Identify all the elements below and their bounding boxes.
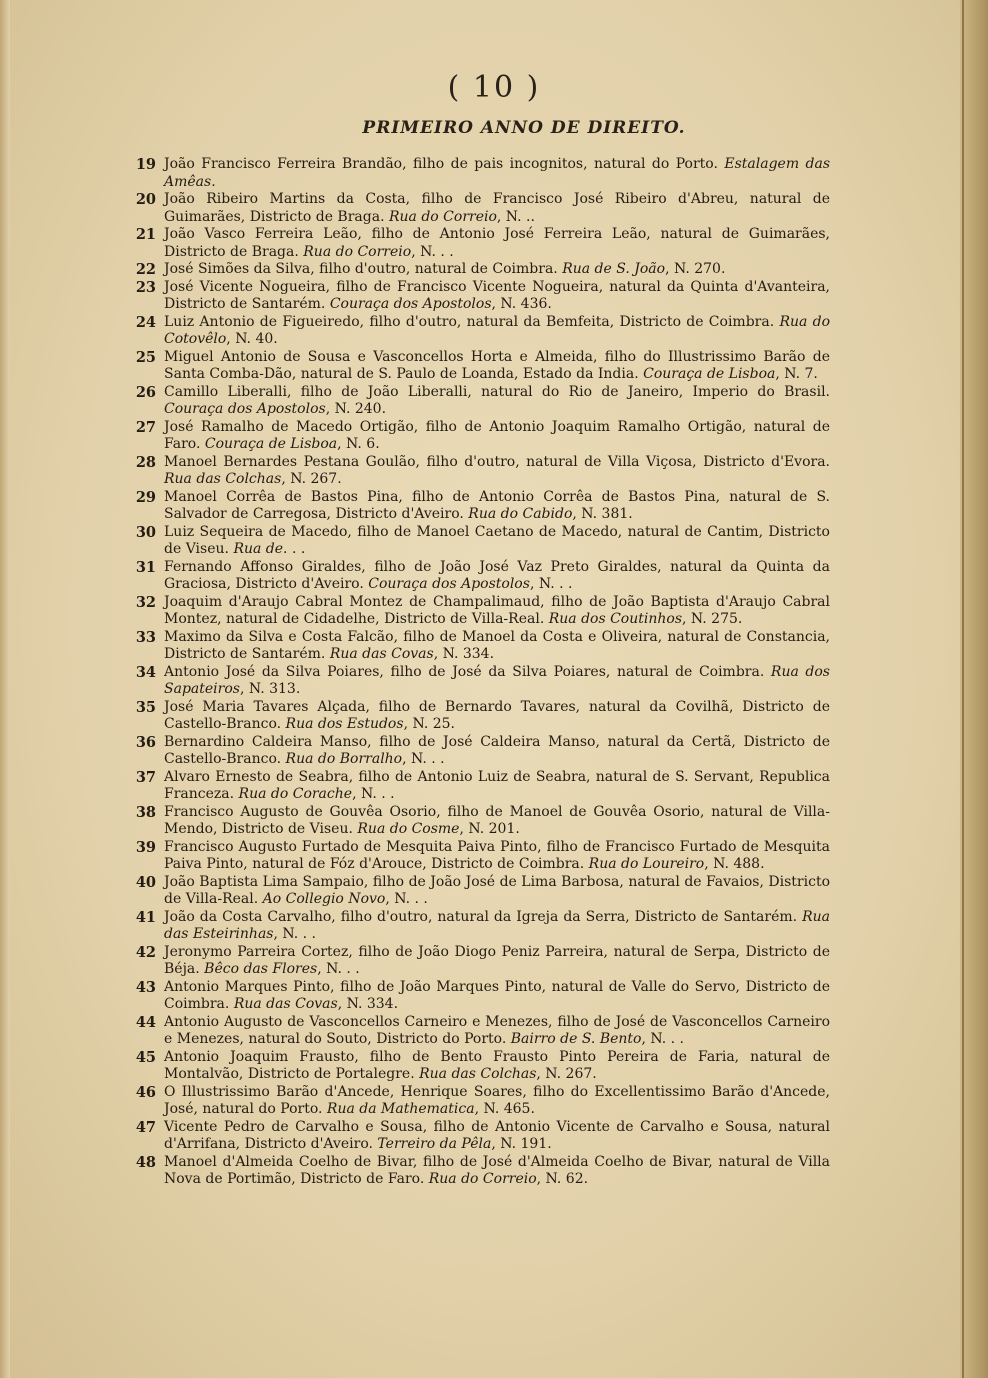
list-item xyxy=(118,944,830,979)
entry-house-number: , N. 7. xyxy=(775,366,818,382)
entry-text xyxy=(164,384,830,419)
entry-house-number: , N. . . xyxy=(411,243,454,260)
entry-address: Estalagem das Amêas. xyxy=(164,156,831,190)
entry-address: Rua das Colchas xyxy=(419,1066,537,1082)
entry-description: João Ribeiro Martins da Costa, filho de Francisco José Ribeiro d'Abreu, natural de Guimarães, Districto de Braga. xyxy=(164,191,830,225)
entry-address: Rua da Mathematica xyxy=(326,1101,475,1117)
entry-number: 20 xyxy=(135,191,156,208)
entry-text xyxy=(164,664,830,699)
entry-description: Camillo Liberalli, filho de João Liberalli, natural do Rio de Janeiro, Imperio do Brasil. xyxy=(164,383,830,400)
entry-description: Luiz Antonio de Figueiredo, filho d'outro, natural da Bemfeita, Districto de Coimbra. xyxy=(164,313,775,330)
entry-address: Rua das Esteirinhas xyxy=(164,908,830,942)
list-item xyxy=(118,1084,830,1119)
entry-house-number: , N. 267. xyxy=(536,1066,597,1082)
entry-description: Antonio Augusto de Vasconcellos Carneiro e Menezes, filho de José de Vasconcellos Carneiro e Menezes, natural do Souto, Districto do Porto. xyxy=(164,1013,830,1047)
entry-description: José Simões da Silva, filho d'outro, natural de Coimbra. xyxy=(164,261,558,277)
entry-house-number: , N. 275. xyxy=(682,611,743,627)
entry-description: Manoel Corrêa de Bastos Pina, filho de Antonio Corrêa de Bastos Pina, natural de S. Salvador de Carregosa, Districto d'Aveiro. xyxy=(164,488,830,522)
entry-number: 47 xyxy=(135,1118,156,1136)
list-item xyxy=(118,1049,830,1084)
list-item xyxy=(118,279,830,314)
entry-text xyxy=(164,874,830,909)
entry-number: 19 xyxy=(135,156,156,173)
entry-house-number: , N. . . xyxy=(273,926,316,942)
entry-text xyxy=(164,909,830,944)
list-item xyxy=(118,1014,830,1049)
list-item xyxy=(118,419,830,454)
entry-house-number: , N. 334. xyxy=(433,646,495,662)
entry-text xyxy=(164,629,830,664)
entry-house-number: , N. 6. xyxy=(337,436,380,452)
section-title: PRIMEIRO ANNO DE DIREITO. xyxy=(362,118,686,138)
list-item xyxy=(118,489,830,524)
entry-text xyxy=(164,699,830,734)
entry-description: João Francisco Ferreira Brandão, filho de pais incognitos, natural do Porto. xyxy=(164,156,718,172)
entry-address: Rua dos Coutinhos xyxy=(548,611,683,627)
entry-text xyxy=(164,191,830,226)
entry-description: Antonio José da Silva Poiares, filho de José da Silva Poiares, natural de Coimbra. xyxy=(164,663,765,680)
entry-description: Francisco Augusto Furtado de Mesquita Paiva Pinto, filho de Francisco Furtado de Mesquita Paiva Pinto, natural de Fóz d'Arouce, Districto de Coimbra. xyxy=(164,838,830,872)
page-number: ( 10 ) xyxy=(447,70,541,105)
entry-address: Rua do Correio xyxy=(388,208,497,225)
entry-house-number: . . . xyxy=(283,541,306,557)
entry-address: Rua do Borralho xyxy=(285,751,403,767)
list-item xyxy=(118,314,830,349)
entry-number: 33 xyxy=(135,628,156,646)
entry-house-number: , N. 25. xyxy=(403,716,455,732)
entry-description: Vicente Pedro de Carvalho e Sousa, filho de Antonio Vicente de Carvalho e Sousa, natural d'Arrifana, Districto d'Aveiro. xyxy=(164,1118,830,1152)
entry-number: 22 xyxy=(135,261,156,278)
entry-description: Jeronymo Parreira Cortez, filho de João Diogo Peniz Parreira, natural de Serpa, Districto de Béja. xyxy=(164,943,830,977)
list-item xyxy=(118,559,830,594)
entry-address: Bêco das Flores xyxy=(204,961,318,977)
entry-address: Rua do Corache xyxy=(238,786,353,802)
entry-number: 37 xyxy=(135,768,156,786)
entry-number: 35 xyxy=(135,698,156,716)
list-item xyxy=(118,1119,830,1154)
entry-description: Manoel d'Almeida Coelho de Bivar, filho de José d'Almeida Coelho de Bivar, natural de Villa Nova de Portimão, Districto de Faro. xyxy=(164,1153,830,1187)
entry-text xyxy=(164,769,830,804)
entry-house-number: , N. 62. xyxy=(536,1171,589,1187)
list-item xyxy=(118,629,830,664)
list-item xyxy=(118,349,830,384)
entry-house-number: , N. . . xyxy=(402,751,445,767)
entry-address: Rua das Colchas xyxy=(164,471,282,487)
entry-number: 44 xyxy=(135,1013,156,1031)
entry-number: 28 xyxy=(135,453,156,471)
entry-house-number: , N. 240. xyxy=(325,401,387,417)
entry-house-number: , N. 313. xyxy=(239,681,301,697)
entry-description: Maximo da Silva e Costa Falcão, filho de Manoel da Costa e Oliveira, natural de Constancia, Districto de Santarém. xyxy=(164,628,830,662)
entry-description: Luiz Sequeira de Macedo, filho de Manoel Caetano de Macedo, natural de Cantim, Districto de Viseu. xyxy=(164,523,830,557)
entry-text xyxy=(164,489,830,524)
list-item xyxy=(118,734,830,769)
entry-text xyxy=(164,349,830,384)
entry-text xyxy=(164,734,830,769)
entry-address: Rua das Covas xyxy=(329,646,434,662)
entry-text xyxy=(164,454,830,489)
list-item xyxy=(118,524,830,559)
entry-number: 42 xyxy=(135,943,156,961)
entry-text xyxy=(164,524,830,559)
entry-house-number: , N. . . xyxy=(317,961,360,977)
entry-address: Terreiro da Pêla xyxy=(377,1136,492,1152)
entry-number: 30 xyxy=(135,523,156,541)
entry-description: João da Costa Carvalho, filho d'outro, natural da Igreja da Serra, Districto de Santarém. xyxy=(164,908,798,925)
entry-text xyxy=(164,839,830,874)
entry-description: Bernardino Caldeira Manso, filho de José Caldeira Manso, natural da Certã, Districto de Castello-Branco. xyxy=(164,733,830,767)
entry-number: 29 xyxy=(135,488,156,506)
list-item xyxy=(118,191,830,226)
list-item xyxy=(118,454,830,489)
list-item xyxy=(118,664,830,699)
entry-text xyxy=(164,156,830,191)
entry-number: 25 xyxy=(135,348,156,366)
entry-house-number: , N. . . xyxy=(352,786,395,802)
entry-description: João Baptista Lima Sampaio, filho de João José de Lima Barbosa, natural de Favaios, Districto de Villa-Real. xyxy=(164,873,830,907)
entry-address: Couraça dos Apostolos xyxy=(368,576,530,592)
entry-text xyxy=(164,979,830,1014)
entry-text xyxy=(164,261,830,279)
entry-number: 48 xyxy=(135,1153,156,1171)
entry-number: 41 xyxy=(135,908,156,926)
entry-description: Antonio Marques Pinto, filho de João Marques Pinto, natural de Valle do Servo, Districto de Coimbra. xyxy=(164,978,830,1012)
entry-description: José Vicente Nogueira, filho de Francisco Vicente Nogueira, natural da Quinta d'Avanteira, Districto de Santarém. xyxy=(164,278,830,312)
entry-house-number: , N. 334. xyxy=(337,996,399,1012)
entry-text xyxy=(164,226,830,261)
entry-address: Couraça dos Apostolos xyxy=(329,296,492,312)
list-item xyxy=(118,839,830,874)
entry-house-number: , N. 267. xyxy=(281,471,342,487)
entry-house-number: , N. . . xyxy=(641,1031,684,1047)
entry-text xyxy=(164,1049,830,1084)
entry-text xyxy=(164,419,830,454)
entry-number: 26 xyxy=(135,383,156,401)
entry-number: 45 xyxy=(135,1048,156,1066)
entry-house-number: , N. 40. xyxy=(226,331,278,347)
entry-description: Manoel Bernardes Pestana Goulão, filho d'outro, natural de Villa Viçosa, Districto d'Evora. xyxy=(164,453,830,470)
entry-address: Rua de xyxy=(233,541,284,557)
list-item xyxy=(118,261,830,279)
entry-text xyxy=(164,804,830,839)
entry-address: Ao Collegio Novo xyxy=(262,891,386,907)
entry-description: Antonio Joaquim Frausto, filho de Bento Frausto Pinto Pereira de Faria, natural de Montalvão, Districto de Portalegre. xyxy=(164,1048,830,1082)
entry-description: Francisco Augusto de Gouvêa Osorio, filho de Manoel de Gouvêa Osorio, natural de Villa-Mendo, Districto de Viseu. xyxy=(164,803,830,837)
entry-description: José Ramalho de Macedo Ortigão, filho de Antonio Joaquim Ramalho Ortigão, natural de Faro. xyxy=(164,418,830,452)
entry-description: José Maria Tavares Alçada, filho de Bernardo Tavares, natural da Covilhã, Districto de Castello-Branco. xyxy=(164,698,830,732)
list-item xyxy=(118,804,830,839)
entry-address: Rua dos Sapateiros xyxy=(164,663,830,697)
entry-number: 24 xyxy=(135,313,156,331)
page-left-edge xyxy=(0,0,10,1378)
entry-description: Miguel Antonio de Sousa e Vasconcellos Horta e Almeida, filho do Illustrissimo Barão de Santa Comba-Dão, natural de S. Paulo de Loanda, Estado da India. xyxy=(164,348,830,382)
entry-number: 39 xyxy=(135,838,156,856)
entry-house-number: , N. 381. xyxy=(572,506,633,522)
entry-text xyxy=(164,1154,830,1189)
gutter-line xyxy=(962,0,964,1378)
entry-description: O Illustrissimo Barão d'Ancede, Henrique Soares, filho do Excellentissimo Barão d'Ancede, José, natural do Porto. xyxy=(164,1083,830,1117)
entry-address: Couraça de Lisboa xyxy=(204,436,338,452)
entry-number: 38 xyxy=(135,803,156,821)
list-item xyxy=(118,769,830,804)
entry-number: 27 xyxy=(135,418,156,436)
entry-number: 32 xyxy=(135,593,156,611)
entry-description: Joaquim d'Araujo Cabral Montez de Champalimaud, filho de João Baptista d'Araujo Cabral Montez, natural de Cidadelhe, Districto de Villa-Real. xyxy=(164,593,830,627)
list-item xyxy=(118,1154,830,1189)
entry-address: Couraça de Lisboa xyxy=(643,366,776,382)
entry-number: 40 xyxy=(135,873,156,891)
entry-house-number: , N. 488. xyxy=(704,856,765,872)
entry-text xyxy=(164,314,830,349)
entry-number: 21 xyxy=(135,226,156,243)
entry-text xyxy=(164,559,830,594)
list-item xyxy=(118,384,830,419)
entry-text xyxy=(164,1084,830,1119)
entry-description: Fernando Affonso Giraldes, filho de João José Vaz Preto Giraldes, natural da Quinta da Graciosa, Districto d'Aveiro. xyxy=(164,558,830,592)
entry-number: 23 xyxy=(135,278,156,296)
entry-house-number: , N. 191. xyxy=(491,1136,552,1152)
entry-address: Bairro de S. Bento xyxy=(510,1031,642,1047)
entry-address: Rua do Loureiro xyxy=(588,856,705,872)
entry-text xyxy=(164,1014,830,1049)
entry-text xyxy=(164,594,830,629)
entry-text xyxy=(164,944,830,979)
entry-house-number: , N. 270. xyxy=(665,261,726,277)
entry-description: Alvaro Ernesto de Seabra, filho de Antonio Luiz de Seabra, natural de S. Servant, Republica Franceza. xyxy=(164,768,830,802)
entry-address: Rua do Correio xyxy=(428,1171,537,1187)
entry-number: 46 xyxy=(135,1083,156,1101)
list-item xyxy=(118,909,830,944)
entry-number: 34 xyxy=(135,663,156,681)
entry-house-number: , N. 465. xyxy=(474,1101,535,1117)
list-item xyxy=(118,699,830,734)
entry-description: João Vasco Ferreira Leão, filho de Antonio José Ferreira Leão, natural de Guimarães, Districto de Braga. xyxy=(164,226,830,260)
entry-address: Rua do Cabido xyxy=(468,506,573,522)
entry-address: Rua das Covas xyxy=(233,996,338,1012)
entry-address: Rua do Cotovêlo xyxy=(164,313,831,347)
entry-address: Rua do Cosme xyxy=(357,821,460,837)
list-item xyxy=(118,156,830,191)
entry-house-number: , N. 436. xyxy=(491,296,552,312)
list-item xyxy=(118,979,830,1014)
entry-number: 31 xyxy=(135,558,156,576)
entry-address: Rua de S. João xyxy=(562,261,666,277)
entry-text xyxy=(164,279,830,314)
entry-address: Rua dos Estudos xyxy=(285,716,404,732)
entry-text xyxy=(164,1119,830,1154)
entry-address: Couraça dos Apostolos xyxy=(164,401,326,417)
entry-house-number: , N. . . xyxy=(529,576,573,592)
list-item xyxy=(118,226,830,261)
student-list xyxy=(118,156,830,1189)
book-gutter xyxy=(960,0,988,1378)
list-item xyxy=(118,874,830,909)
entry-number: 36 xyxy=(135,733,156,751)
list-item xyxy=(118,594,830,629)
entry-house-number: , N. .. xyxy=(496,208,535,225)
entry-number: 43 xyxy=(135,978,156,996)
entry-address: Rua do Correio xyxy=(303,243,412,260)
entry-house-number: , N. . . xyxy=(385,891,428,907)
entry-house-number: , N. 201. xyxy=(459,821,520,837)
